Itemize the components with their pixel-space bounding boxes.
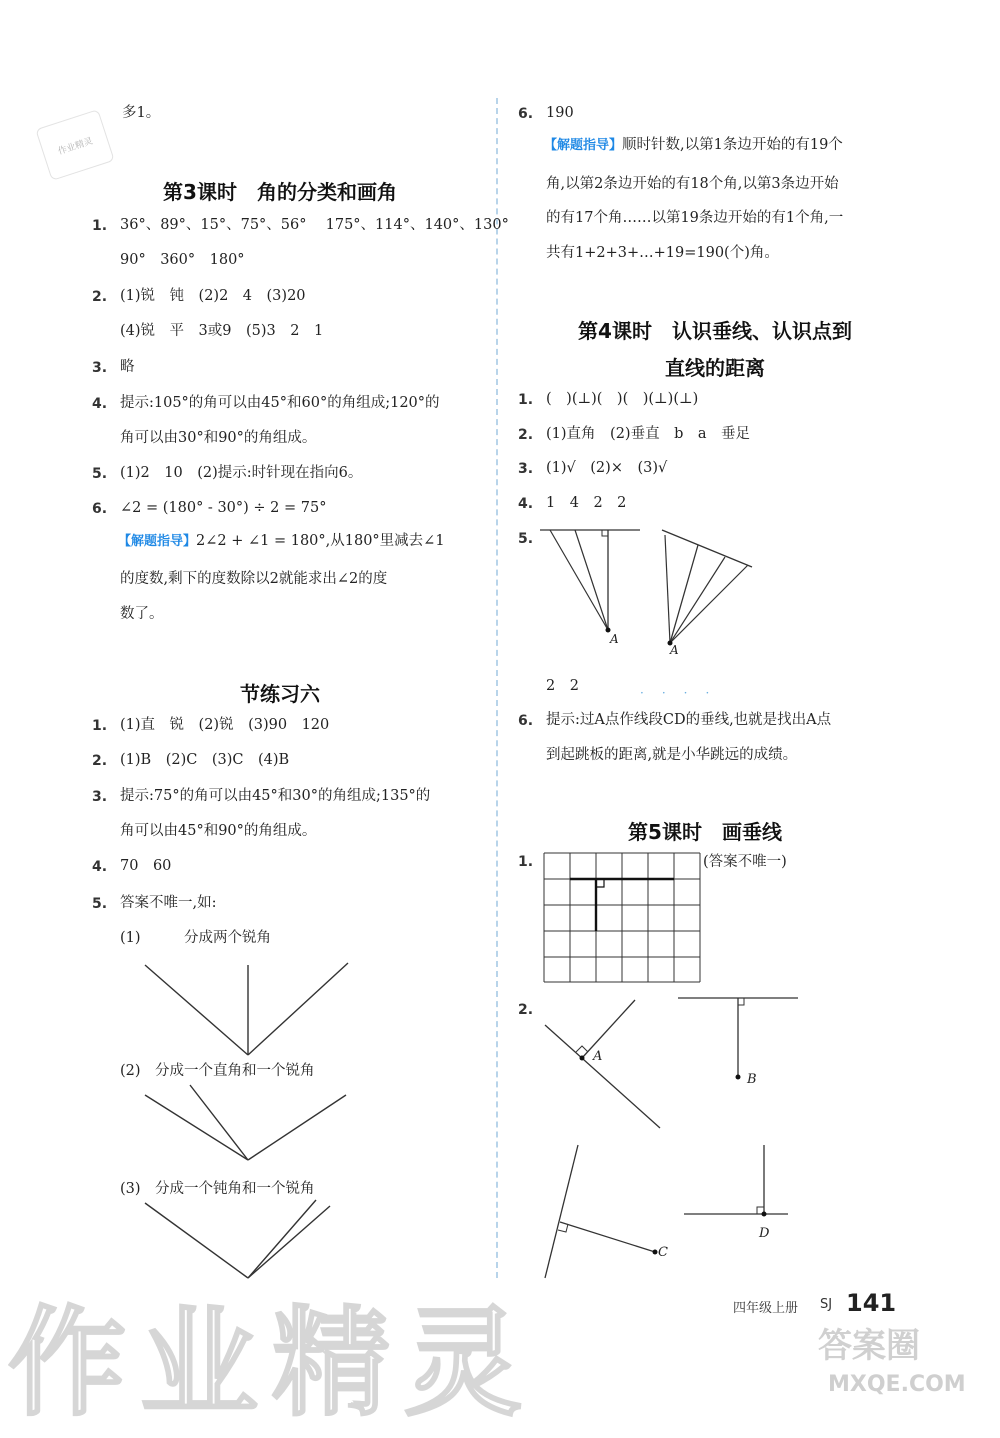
hint-text: 顺时针数,以第1条边开始的有19个 bbox=[622, 137, 843, 153]
answer-line: (4)锐 平 3或9 (5)3 2 1 bbox=[120, 323, 324, 339]
watermark-site: MXQE.COM bbox=[828, 1372, 966, 1397]
hint-tag: 【解题指导】 bbox=[544, 138, 623, 153]
oblique-line bbox=[665, 535, 670, 643]
answer-line: 70 60 bbox=[120, 858, 172, 874]
answer-line: 提示:过A点作线段CD的垂线,也就是找出A点 bbox=[546, 712, 832, 728]
angle-divider bbox=[248, 1200, 316, 1278]
right-angle-mark bbox=[558, 1224, 568, 1232]
answer-note: (答案不唯一) bbox=[703, 854, 787, 870]
oblique-line bbox=[575, 530, 608, 630]
answer-line: 略 bbox=[120, 359, 135, 375]
item-number: 1. bbox=[92, 218, 108, 234]
item-number: 5. bbox=[92, 466, 108, 482]
point-label: A bbox=[610, 632, 619, 646]
item-number: 4. bbox=[518, 496, 534, 512]
item-number: 1. bbox=[92, 718, 108, 734]
item-number: 3. bbox=[92, 360, 108, 376]
item-number: 5. bbox=[518, 531, 534, 547]
base-line bbox=[662, 530, 752, 567]
line-a bbox=[545, 1025, 660, 1128]
hint-line: 数了。 bbox=[120, 606, 164, 622]
hint-line: 角,以第2条边开始的有18个角,以第3条边开始 bbox=[546, 176, 839, 192]
hint-line bbox=[118, 534, 445, 549]
answer-line: (1)锐 钝 (2)2 4 (3)20 bbox=[120, 288, 306, 304]
answer-line: ( )(⊥)( )( )(⊥)(⊥) bbox=[546, 391, 699, 407]
answer-line: 提示:75°的角可以由45°和30°的角组成;135°的 bbox=[120, 788, 431, 804]
right-angle-mark bbox=[738, 998, 744, 1005]
angle-side bbox=[248, 963, 348, 1055]
item-number: 1. bbox=[518, 854, 534, 870]
item-number: 2. bbox=[518, 1002, 534, 1018]
hint-line: 的有17个角……以第19条边开始的有1个角,一 bbox=[546, 210, 844, 226]
item-number: 3. bbox=[518, 461, 534, 477]
figure-label: (3) 分成一个钝角和一个锐角 bbox=[120, 1181, 315, 1197]
right-angle-mark bbox=[576, 1046, 588, 1052]
practice6-title: 节练习六 bbox=[240, 682, 320, 706]
item-number: 4. bbox=[92, 859, 108, 875]
answer-line: (1)2 10 (2)提示:时针现在指向6。 bbox=[120, 465, 363, 481]
right-angle-mark bbox=[602, 530, 608, 536]
hint-tag: 【解题指导】 bbox=[118, 534, 197, 549]
hint-line bbox=[544, 138, 843, 153]
item-number: 2. bbox=[92, 289, 108, 305]
item-number: 6. bbox=[518, 106, 534, 122]
answer-line: 提示:105°的角可以由45°和60°的角组成;120°的 bbox=[120, 395, 440, 411]
item-number: 2. bbox=[92, 753, 108, 769]
answer-line: 90° 360° 180° bbox=[120, 252, 245, 268]
perpendicular-a bbox=[582, 1000, 635, 1058]
footer-grade: 四年级上册 bbox=[733, 1301, 799, 1316]
point-label: B bbox=[747, 1072, 757, 1087]
answer-line: 190 bbox=[546, 105, 574, 121]
answer-line: ∠2 = (180° - 30°) ÷ 2 = 75° bbox=[120, 500, 327, 516]
item-number: 6. bbox=[518, 713, 534, 729]
item-number: 5. bbox=[92, 896, 108, 912]
oblique-line bbox=[670, 557, 725, 643]
answer-line: 角可以由30°和90°的角组成。 bbox=[120, 430, 317, 446]
point-b bbox=[736, 1075, 741, 1080]
angle-figure-right-acute bbox=[140, 1085, 355, 1170]
angle-side bbox=[145, 1203, 248, 1278]
decorative-dots: ···· bbox=[640, 686, 728, 700]
lesson5-title: 第5课时 画垂线 bbox=[628, 820, 782, 844]
answer-line: 1 4 2 2 bbox=[546, 495, 627, 511]
continued-text: 多1。 bbox=[122, 105, 161, 121]
point-label: D bbox=[759, 1226, 770, 1241]
item-number: 1. bbox=[518, 392, 534, 408]
answer-line: 答案不唯一,如: bbox=[120, 895, 217, 911]
lesson4-title-cont: 直线的距离 bbox=[665, 356, 765, 380]
item-number: 2. bbox=[518, 427, 534, 443]
answer-line: (1)√ (2)× (3)√ bbox=[546, 460, 668, 476]
point-label: C bbox=[658, 1245, 668, 1260]
answer-line: 36°、89°、15°、75°、56° 175°、114°、140°、130° bbox=[120, 217, 509, 233]
column-divider bbox=[496, 98, 498, 1278]
point-label: A bbox=[593, 1049, 603, 1064]
watermark-logo: 答案圈 bbox=[818, 1326, 920, 1366]
angle-figure-two-acute bbox=[140, 955, 355, 1065]
watermark-stamp: 作业精灵 bbox=[35, 109, 114, 181]
page-number: 141 bbox=[846, 1289, 897, 1317]
figure-label: (2) 分成一个直角和一个锐角 bbox=[120, 1063, 315, 1079]
point-d bbox=[762, 1212, 767, 1217]
item-number: 4. bbox=[92, 396, 108, 412]
footer-code: SJ bbox=[820, 1297, 833, 1312]
answer-line: 2 2 bbox=[546, 678, 579, 694]
angle-side bbox=[145, 965, 248, 1055]
angle-divider bbox=[190, 1085, 248, 1160]
figure-label: (1) 分成两个锐角 bbox=[120, 930, 272, 946]
right-angle-mark bbox=[596, 879, 604, 887]
answer-line: 角可以由45°和90°的角组成。 bbox=[120, 823, 317, 839]
hint-line: 共有1+2+3+…+19=190(个)角。 bbox=[546, 245, 779, 261]
point-label: A bbox=[670, 643, 679, 657]
answer-line: (1)直 锐 (2)锐 (3)90 120 bbox=[120, 717, 330, 733]
answer-line: (1)B (2)C (3)C (4)B bbox=[120, 752, 290, 768]
answer-line: (1)直角 (2)垂直 b a 垂足 bbox=[546, 426, 751, 442]
lesson3-title: 第3课时 角的分类和画角 bbox=[163, 180, 397, 204]
item-number: 3. bbox=[92, 789, 108, 805]
hint-text: 2∠2 + ∠1 = 180°,从180°里减去∠1 bbox=[196, 533, 445, 549]
point-a bbox=[580, 1056, 585, 1061]
angle-side bbox=[145, 1095, 248, 1160]
item-number: 6. bbox=[92, 501, 108, 517]
hint-line: 的度数,剩下的度数除以2就能求出∠2的度 bbox=[120, 571, 388, 587]
line-c bbox=[545, 1145, 578, 1278]
grid-perpendicular bbox=[543, 852, 703, 984]
angle-side bbox=[248, 1095, 346, 1160]
point-c bbox=[653, 1250, 658, 1255]
answer-line: 到起跳板的距离,就是小华跳远的成绩。 bbox=[546, 747, 798, 763]
oblique-line bbox=[550, 530, 608, 630]
draw-perpendicular-figures bbox=[540, 995, 805, 1285]
perpendicular-c bbox=[560, 1222, 655, 1252]
perpendicular-figures bbox=[540, 525, 790, 660]
lesson4-title: 第4课时 认识垂线、认识点到 bbox=[578, 319, 852, 343]
watermark-text: 作业精灵 bbox=[8, 1294, 537, 1432]
